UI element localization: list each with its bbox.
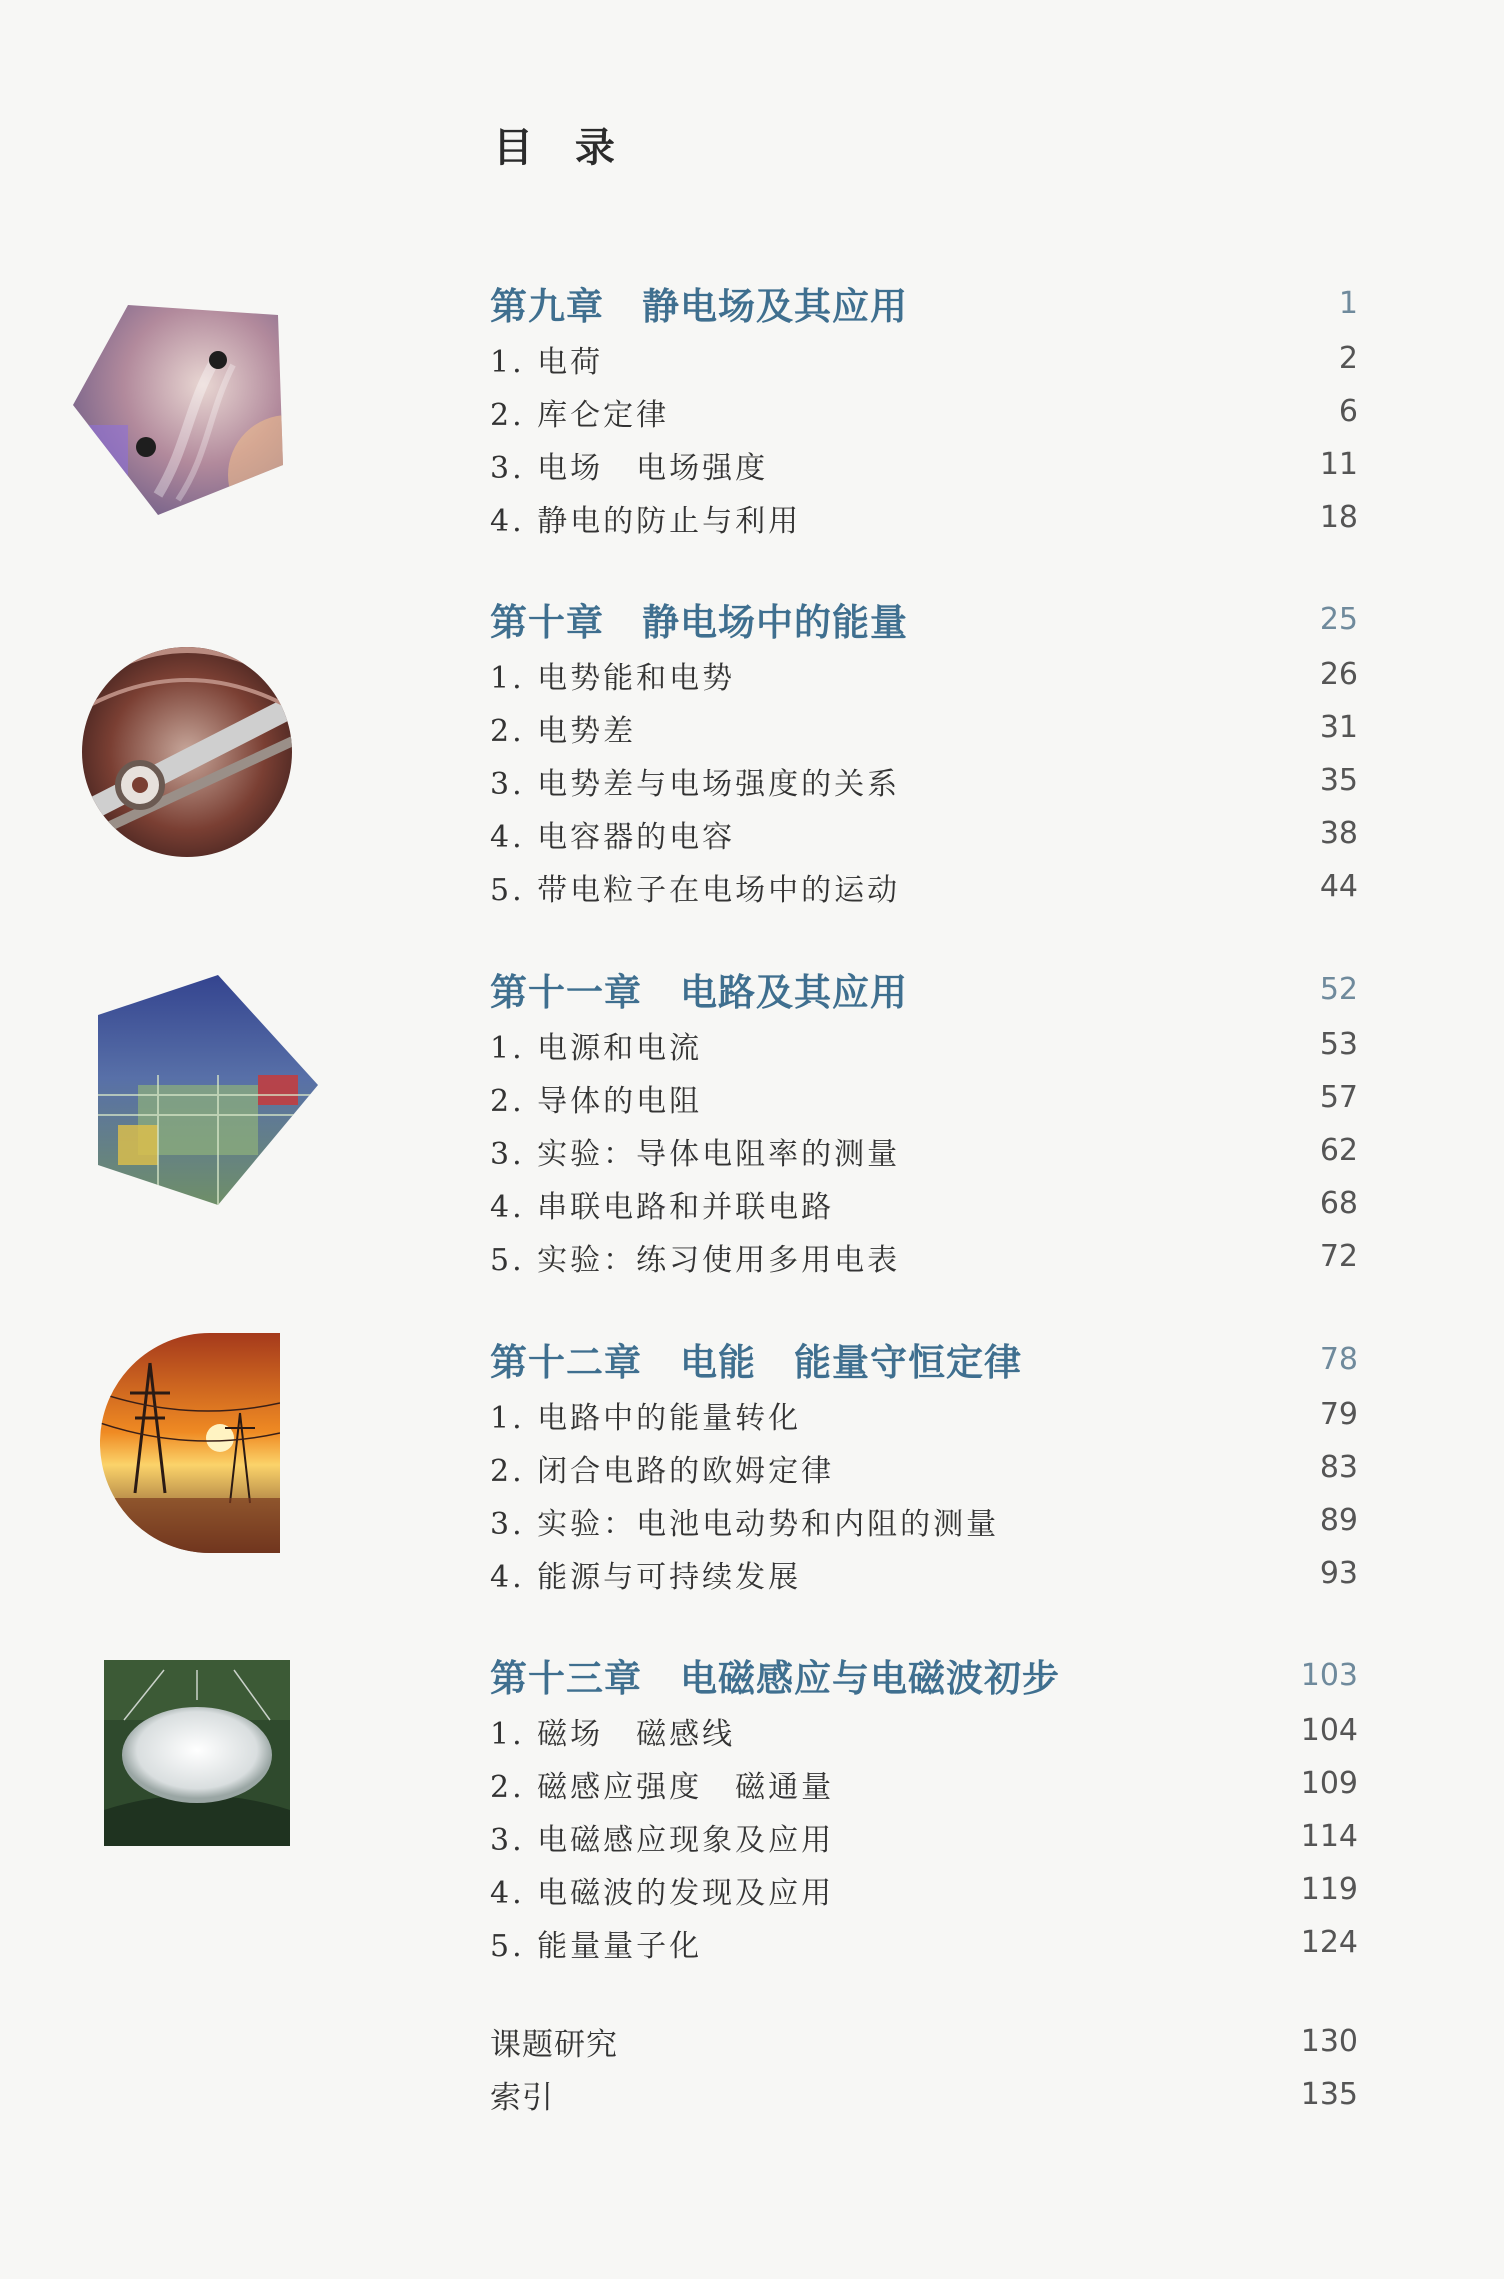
chapter-row[interactable]	[490, 1330, 1358, 1388]
section-title: 1. 电路中的能量转化	[490, 1400, 802, 1436]
section-row[interactable]	[490, 491, 1358, 544]
chapter-row[interactable]	[490, 960, 1358, 1018]
chapter-row[interactable]	[490, 590, 1358, 648]
chapter-11	[490, 960, 1358, 1283]
circuit-board-image	[98, 975, 318, 1205]
section-row[interactable]	[490, 1071, 1358, 1124]
particle-accelerator-image	[80, 645, 295, 860]
section-title: 4. 电磁波的发现及应用	[490, 1875, 835, 1911]
chapter-page-number: 78	[1319, 1341, 1358, 1377]
section-title: 1. 磁场 磁感线	[490, 1716, 736, 1752]
section-page-number: 93	[1319, 1556, 1358, 1591]
section-page-number: 68	[1319, 1186, 1358, 1221]
section-row[interactable]	[490, 1863, 1358, 1916]
section-row[interactable]	[490, 1757, 1358, 1810]
section-title: 5. 能量量子化	[490, 1928, 703, 1964]
section-row[interactable]	[490, 1916, 1358, 1969]
section-title: 4. 能源与可持续发展	[490, 1559, 802, 1595]
section-row[interactable]	[490, 1018, 1358, 1071]
toc-heading: 目 录	[493, 125, 629, 171]
chapter-row[interactable]	[490, 274, 1358, 332]
section-page-number: 83	[1319, 1450, 1358, 1485]
section-row[interactable]	[490, 438, 1358, 491]
section-page-number: 18	[1319, 500, 1358, 535]
section-row[interactable]	[490, 1704, 1358, 1757]
chapter-12	[490, 1330, 1358, 1600]
section-title: 4. 串联电路和并联电路	[490, 1189, 835, 1225]
chapter-13	[490, 1646, 1358, 1969]
appendix-page-number: 135	[1300, 2077, 1358, 2112]
section-title: 3. 实验：导体电阻率的测量	[490, 1136, 901, 1172]
section-page-number: 11	[1319, 447, 1358, 482]
section-row[interactable]	[490, 332, 1358, 385]
section-page-number: 35	[1319, 763, 1358, 798]
section-title: 4. 电容器的电容	[490, 819, 736, 855]
section-page-number: 57	[1319, 1080, 1358, 1115]
chapter-title: 第十二章 电能 能量守恒定律	[490, 1341, 1022, 1384]
section-page-number: 2	[1338, 341, 1358, 376]
charged-spheres-image	[68, 295, 293, 520]
section-row[interactable]	[490, 1230, 1358, 1283]
chapter-10	[490, 590, 1358, 913]
section-row[interactable]	[490, 1177, 1358, 1230]
section-page-number: 38	[1319, 816, 1358, 851]
section-page-number: 6	[1338, 394, 1358, 429]
section-page-number: 119	[1300, 1872, 1358, 1907]
section-page-number: 62	[1319, 1133, 1358, 1168]
section-page-number: 44	[1319, 869, 1358, 904]
section-title: 3. 电磁感应现象及应用	[490, 1822, 835, 1858]
chapter-page-number: 25	[1319, 601, 1358, 637]
appendix-title: 课题研究	[490, 2027, 618, 2063]
section-row[interactable]	[490, 1494, 1358, 1547]
section-page-number: 114	[1300, 1819, 1358, 1854]
section-row[interactable]	[490, 1547, 1358, 1600]
section-page-number: 79	[1319, 1397, 1358, 1432]
radio-telescope-image	[104, 1660, 290, 1846]
section-row[interactable]	[490, 1810, 1358, 1863]
section-title: 1. 电势能和电势	[490, 660, 736, 696]
section-title: 2. 磁感应强度 磁通量	[490, 1769, 835, 1805]
section-page-number: 104	[1300, 1713, 1358, 1748]
section-title: 5. 实验：练习使用多用电表	[490, 1242, 901, 1278]
appendix-title: 索引	[490, 2080, 554, 2116]
section-row[interactable]	[490, 648, 1358, 701]
section-title: 1. 电源和电流	[490, 1030, 703, 1066]
section-page-number: 26	[1319, 657, 1358, 692]
chapter-9	[490, 274, 1358, 544]
section-title: 1. 电荷	[490, 344, 604, 380]
section-title: 3. 电场 电场强度	[490, 450, 769, 486]
appendix-row[interactable]	[490, 2015, 1358, 2068]
appendix-row[interactable]	[490, 2068, 1358, 2121]
section-row[interactable]	[490, 754, 1358, 807]
appendix-list	[490, 2015, 1358, 2121]
section-page-number: 72	[1319, 1239, 1358, 1274]
section-title: 2. 导体的电阻	[490, 1083, 703, 1119]
section-row[interactable]	[490, 1388, 1358, 1441]
chapter-page-number: 1	[1338, 285, 1358, 321]
chapter-page-number: 52	[1319, 971, 1358, 1007]
section-title: 2. 电势差	[490, 713, 637, 749]
section-title: 5. 带电粒子在电场中的运动	[490, 872, 901, 908]
chapter-title: 第九章 静电场及其应用	[490, 285, 908, 328]
section-row[interactable]	[490, 1441, 1358, 1494]
appendix-page-number: 130	[1300, 2024, 1358, 2059]
section-page-number: 109	[1300, 1766, 1358, 1801]
section-title: 3. 电势差与电场强度的关系	[490, 766, 901, 802]
section-page-number: 89	[1319, 1503, 1358, 1538]
section-row[interactable]	[490, 860, 1358, 913]
section-page-number: 124	[1300, 1925, 1358, 1960]
section-page-number: 53	[1319, 1027, 1358, 1062]
section-row[interactable]	[490, 701, 1358, 754]
section-title: 3. 实验：电池电动势和内阻的测量	[490, 1506, 1000, 1542]
chapter-title: 第十三章 电磁感应与电磁波初步	[490, 1657, 1060, 1700]
section-row[interactable]	[490, 1124, 1358, 1177]
power-lines-sunset-image	[100, 1333, 280, 1553]
chapter-title: 第十章 静电场中的能量	[490, 601, 908, 644]
chapter-row[interactable]	[490, 1646, 1358, 1704]
section-row[interactable]	[490, 385, 1358, 438]
section-title: 2. 库仑定律	[490, 397, 670, 433]
section-title: 2. 闭合电路的欧姆定律	[490, 1453, 835, 1489]
chapter-title: 第十一章 电路及其应用	[490, 971, 908, 1014]
section-title: 4. 静电的防止与利用	[490, 503, 802, 539]
section-page-number: 31	[1319, 710, 1358, 745]
chapter-page-number: 103	[1300, 1657, 1358, 1693]
section-row[interactable]	[490, 807, 1358, 860]
